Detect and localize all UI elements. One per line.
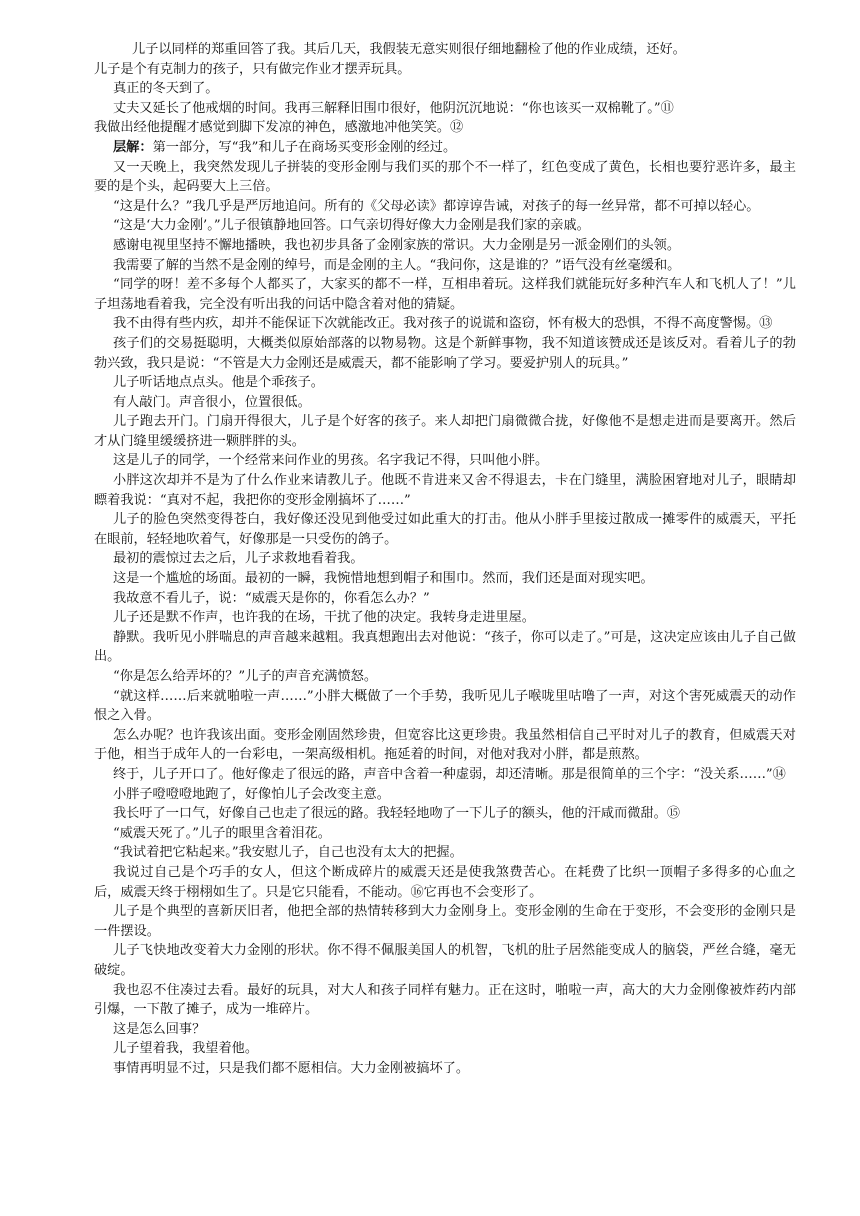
paragraph	[94, 314, 796, 334]
paragraph-text: 第一部分，写“我”和儿子在商场买变形金刚的经过。	[152, 139, 457, 155]
paragraph-text: 儿子还是默不作声，也许我的在场，干扰了他的决定。我转身走进里屋。	[113, 610, 535, 626]
paragraph-text: 有人敲门。声音很小，位置很低。	[113, 394, 311, 410]
paragraph-text: “我试着把它粘起来。”我安慰儿子，自己也没有太大的把握。	[113, 845, 463, 861]
paragraph	[94, 804, 796, 824]
paragraph-text: 静默。我听见小胖喘息的声音越来越粗。我真想跑出去对他说：“孩子，你可以走了。”可是，这决定应该由儿子自己做出。	[94, 629, 796, 665]
paragraph	[94, 785, 796, 805]
paragraph	[94, 667, 796, 687]
paragraph	[94, 628, 796, 667]
paragraph-text: 儿子飞快地改变着大力金刚的形状。你不得不佩服美国人的机智，飞机的肚子居然能变成人的脑袋，严丝合缝，毫无破绽。	[94, 943, 796, 978]
paragraph	[94, 158, 796, 197]
paragraph-text: 我说过自己是个巧手的女人，但这个断成碎片的威震天还是使我煞费苦心。在耗费了比织一顶帽子多得多的心血之后，威震天终于栩栩如生了。只是它只能看，不能动。⑯它再也不会变形了。	[94, 864, 796, 900]
paragraph-text: 这是怎么回事？	[113, 1021, 206, 1037]
paragraph-continuation: 我做出经他提醒才感觉到脚下发凉的神色，感激地冲他笑笑。⑫	[94, 120, 464, 136]
paragraph-text: 真正的冬天到了。	[113, 81, 219, 97]
paragraph-text: 小胖子噔噔噔地跑了，好像怕儿子会改变主意。	[113, 786, 390, 802]
paragraph-text: 小胖这次却并不是为了什么作业来请教儿子。他既不肯进来又舍不得退去，卡在门缝里，满脸困窘地对儿子，眼睛却瞟着我说：“真对不起，我把你的变形金刚搞坏了……”	[94, 473, 796, 508]
paragraph-text: 这是一个尴尬的场面。最初的一瞬，我惋惜地想到帽子和围巾。然而，我们还是面对现实吧。	[113, 571, 654, 587]
paragraph	[94, 236, 796, 256]
paragraph	[94, 569, 796, 589]
paragraph-text: 孩子们的交易挺聪明，大概类似原始部落的以物易物。这是个新鲜事物，我不知道该赞成还是该反对。看着儿子的勃勃兴致，我只是说：“不管是大力金刚还是威震天，都不能影响了学习。要爱护别人的玩具。”	[94, 335, 796, 371]
paragraph-text: “威震天死了。”儿子的眼里含着泪花。	[113, 825, 331, 841]
paragraph	[94, 393, 796, 413]
paragraph	[94, 941, 796, 980]
paragraph-text: 我不由得有些内疚，却并不能保证下次就能改正。我对孩子的说谎和盗窃，怀有极大的恐惧，不得不高度警惕。⑬	[113, 316, 773, 332]
paragraph	[94, 275, 796, 314]
article-body	[94, 40, 796, 1078]
paragraph	[94, 549, 796, 569]
paragraph-text: 我长吁了一口气，好像自己也走了很远的路。我轻轻地吻了一下儿子的额头，他的汗咸而微甜。⑮	[113, 806, 681, 822]
paragraph-text: 儿子是个典型的喜新厌旧者，他把全部的热情转移到大力金刚身上。变形金刚的生命在于变形，不会变形的金刚只是一件摆设。	[94, 904, 796, 939]
paragraph-text: “这是‘大力金刚’。”儿子很镇静地回答。口气亲切得好像大力金刚是我们家的亲戚。	[113, 218, 590, 234]
paragraph-text: 丈夫又延长了他戒烟的时间。我再三解释旧围巾很好，他阴沉沉地说：“你也该买一双棉靴了。”⑪	[113, 100, 674, 116]
paragraph-text: 这是儿子的同学，一个经常来问作业的男孩。名字我记不得，只叫他小胖。	[113, 453, 549, 469]
paragraph	[94, 1059, 796, 1079]
paragraph	[94, 510, 796, 549]
paragraph	[94, 726, 796, 765]
paragraph	[94, 471, 796, 510]
paragraph	[94, 138, 796, 158]
paragraph-text: 儿子听话地点点头。他是个乖孩子。	[113, 375, 324, 391]
paragraph	[94, 79, 796, 99]
paragraph	[94, 373, 796, 393]
paragraph-text: 儿子望着我，我望着他。	[113, 1041, 259, 1057]
paragraph-text: 怎么办呢？也许我该出面。变形金刚固然珍贵，但宽容比这更珍贵。我虽然相信自己平时对儿子的教育，但威震天对于他，相当于成年人的一台彩电，一架高级相机。拖延着的时间，对他对我对小胖，都是煎熬。	[94, 727, 796, 763]
paragraph	[94, 1020, 796, 1040]
paragraph-text: 最初的震惊过去之后，儿子求救地看着我。	[113, 551, 364, 567]
paragraph	[94, 256, 796, 276]
paragraph-text: 儿子以同样的郑重回答了我。其后几天，我假装无意实则很仔细地翻检了他的作业成绩，还好。	[132, 42, 686, 57]
paragraph-text: 我故意不看儿子，说：“威震天是你的，你看怎么办？”	[113, 590, 430, 606]
paragraph	[94, 843, 796, 863]
paragraph	[94, 216, 796, 236]
paragraph	[94, 99, 796, 138]
paragraph-text: 我需要了解的当然不是金刚的绰号，而是金刚的主人。“我问你，这是谁的？”语气没有丝毫缓和。	[113, 257, 681, 273]
paragraph-text: 儿子的脸色突然变得苍白，我好像还没见到他受过如此重大的打击。他从小胖手里接过散成一摊零件的威震天，平托在眼前，轻轻地吹着气，好像那是一只受伤的鸽子。	[94, 512, 796, 547]
paragraph	[94, 981, 796, 1020]
paragraph	[94, 863, 796, 902]
paragraph	[94, 40, 796, 79]
paragraph	[94, 1039, 796, 1059]
paragraph-text: 儿子跑去开门。门扇开得很大，儿子是个好客的孩子。来人却把门扇微微合拢，好像他不是想走进而是要离开。然后才从门缝里缓缓挤进一颗胖胖的头。	[94, 414, 796, 449]
paragraph	[94, 765, 796, 785]
paragraph-text: “你是怎么给弄坏的？”儿子的声音充满愤怒。	[113, 669, 378, 684]
paragraph-text: 终于，儿子开口了。他好像走了很远的路，声音中含着一种虚弱，却还清晰。那是很简单的三个字：“没关系……”⑭	[113, 766, 786, 782]
paragraph	[94, 902, 796, 941]
paragraph	[94, 589, 796, 609]
paragraph-text: “同学的呀！差不多每个人都买了，大家买的都不一样，互相串着玩。这样我们就能玩好多种汽车人和飞机人了！”儿子坦荡地看着我，完全没有听出我的问话中隐含着对他的猜疑。	[94, 277, 796, 312]
paragraph-text: 事情再明显不过，只是我们都不愿相信。大力金刚被搞坏了。	[113, 1060, 470, 1076]
paragraph	[94, 412, 796, 451]
paragraph-text: 我也忍不住凑过去看。最好的玩具，对大人和孩子同样有魅力。正在这时，啪啦一声，高大的大力金刚像被炸药内部引爆，一下散了摊子，成为一堆碎片。	[94, 982, 796, 1018]
paragraph	[94, 687, 796, 726]
paragraph	[94, 334, 796, 373]
section-tag: 层解：	[113, 139, 153, 155]
paragraph	[94, 608, 796, 628]
paragraph	[94, 824, 796, 844]
paragraph-text: “这是什么？”我几乎是严厉地追问。所有的《父母必读》都谆谆告诫，对孩子的每一丝异常，都不可掉以轻心。	[113, 198, 760, 214]
paragraph	[94, 451, 796, 471]
paragraph-continuation: 儿子是个有克制力的孩子，只有做完作业才摆弄玩具。	[94, 61, 411, 77]
paragraph-text: 感谢电视里坚持不懈地播映，我也初步具备了金刚家族的常识。大力金刚是另一派金刚们的头领。	[113, 237, 681, 253]
paragraph	[94, 197, 796, 217]
paragraph-text: 又一天晚上，我突然发现儿子拼装的变形金刚与我们买的那个不一样了，红色变成了黄色，长相也要狞恶许多，最主要的是个头，起码要大上三倍。	[94, 159, 796, 195]
paragraph-text: “就这样……后来就啪啦一声……”小胖大概做了一个手势，我听见儿子喉咙里咕噜了一声，对这个害死威震天的动作恨之入骨。	[94, 688, 796, 724]
